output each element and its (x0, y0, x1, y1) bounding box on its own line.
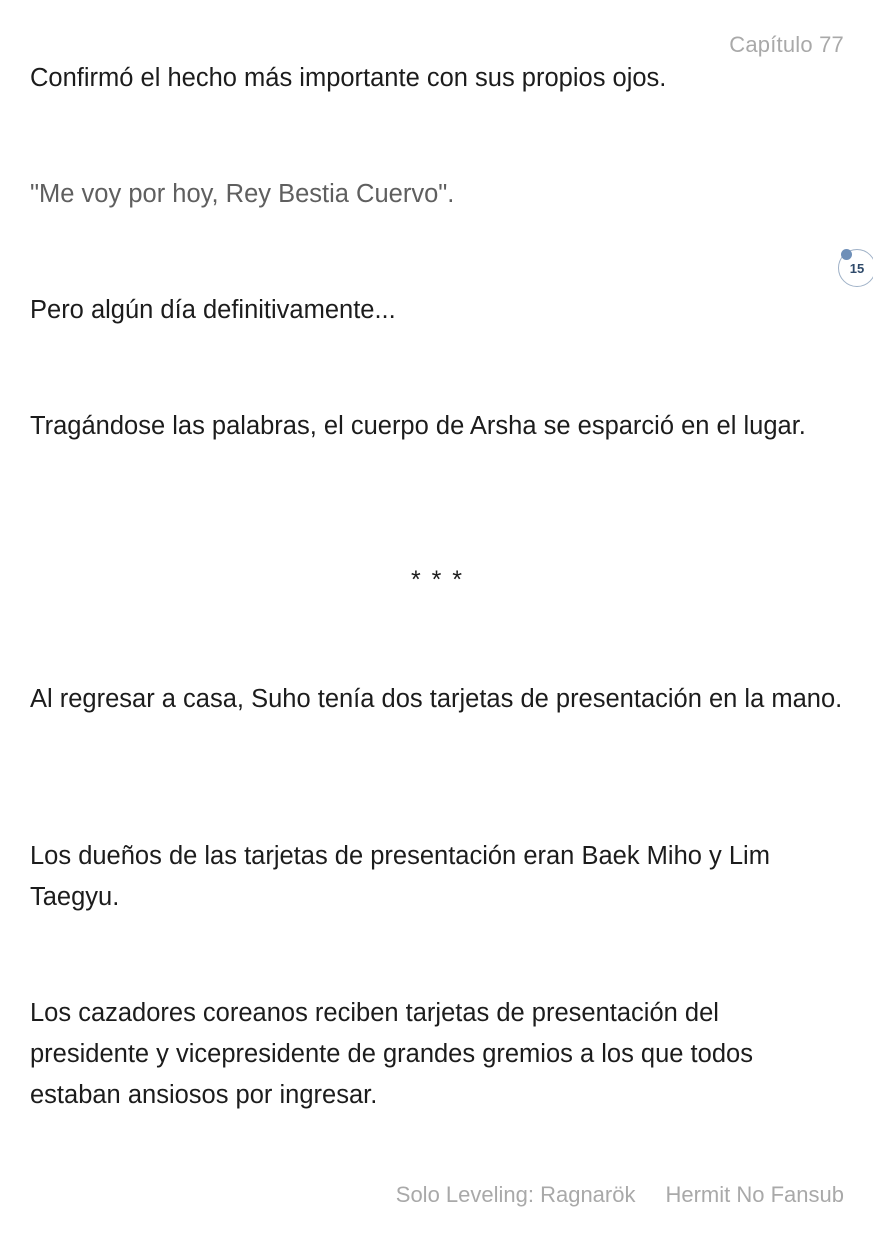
paragraph: Los dueños de las tarjetas de presentación eran Baek Miho y Lim Taegyu. (30, 842, 770, 911)
paragraph: Tragándose las palabras, el cuerpo de Arsha se esparció en el lugar. (30, 412, 806, 440)
scene-separator: * * * (410, 566, 465, 594)
translator-credit: Hermit No Fansub (665, 1182, 844, 1207)
footer (396, 1182, 844, 1208)
paragraph: Confirmó el hecho más importante con sus propios ojos. (30, 64, 667, 92)
paragraph: Al regresar a casa, Suho tenía dos tarjetas de presentación en la mano. (30, 685, 843, 713)
paragraph: Los cazadores coreanos reciben tarjetas de presentación del presidente y vicepresidente de grandes gremios a los que todos estaban ansiosos por ingresar. (30, 999, 753, 1109)
book-title: Solo Leveling: Ragnarök (395, 1182, 636, 1207)
paragraph: Pero algún día definitivamente... (30, 296, 396, 324)
progress-dot-icon (841, 249, 852, 260)
page-number-badge[interactable]: 15 (838, 249, 873, 287)
chapter-title: Capítulo 77 (729, 32, 844, 57)
dialogue-paragraph: "Me voy por hoy, Rey Bestia Cuervo". (30, 180, 455, 208)
